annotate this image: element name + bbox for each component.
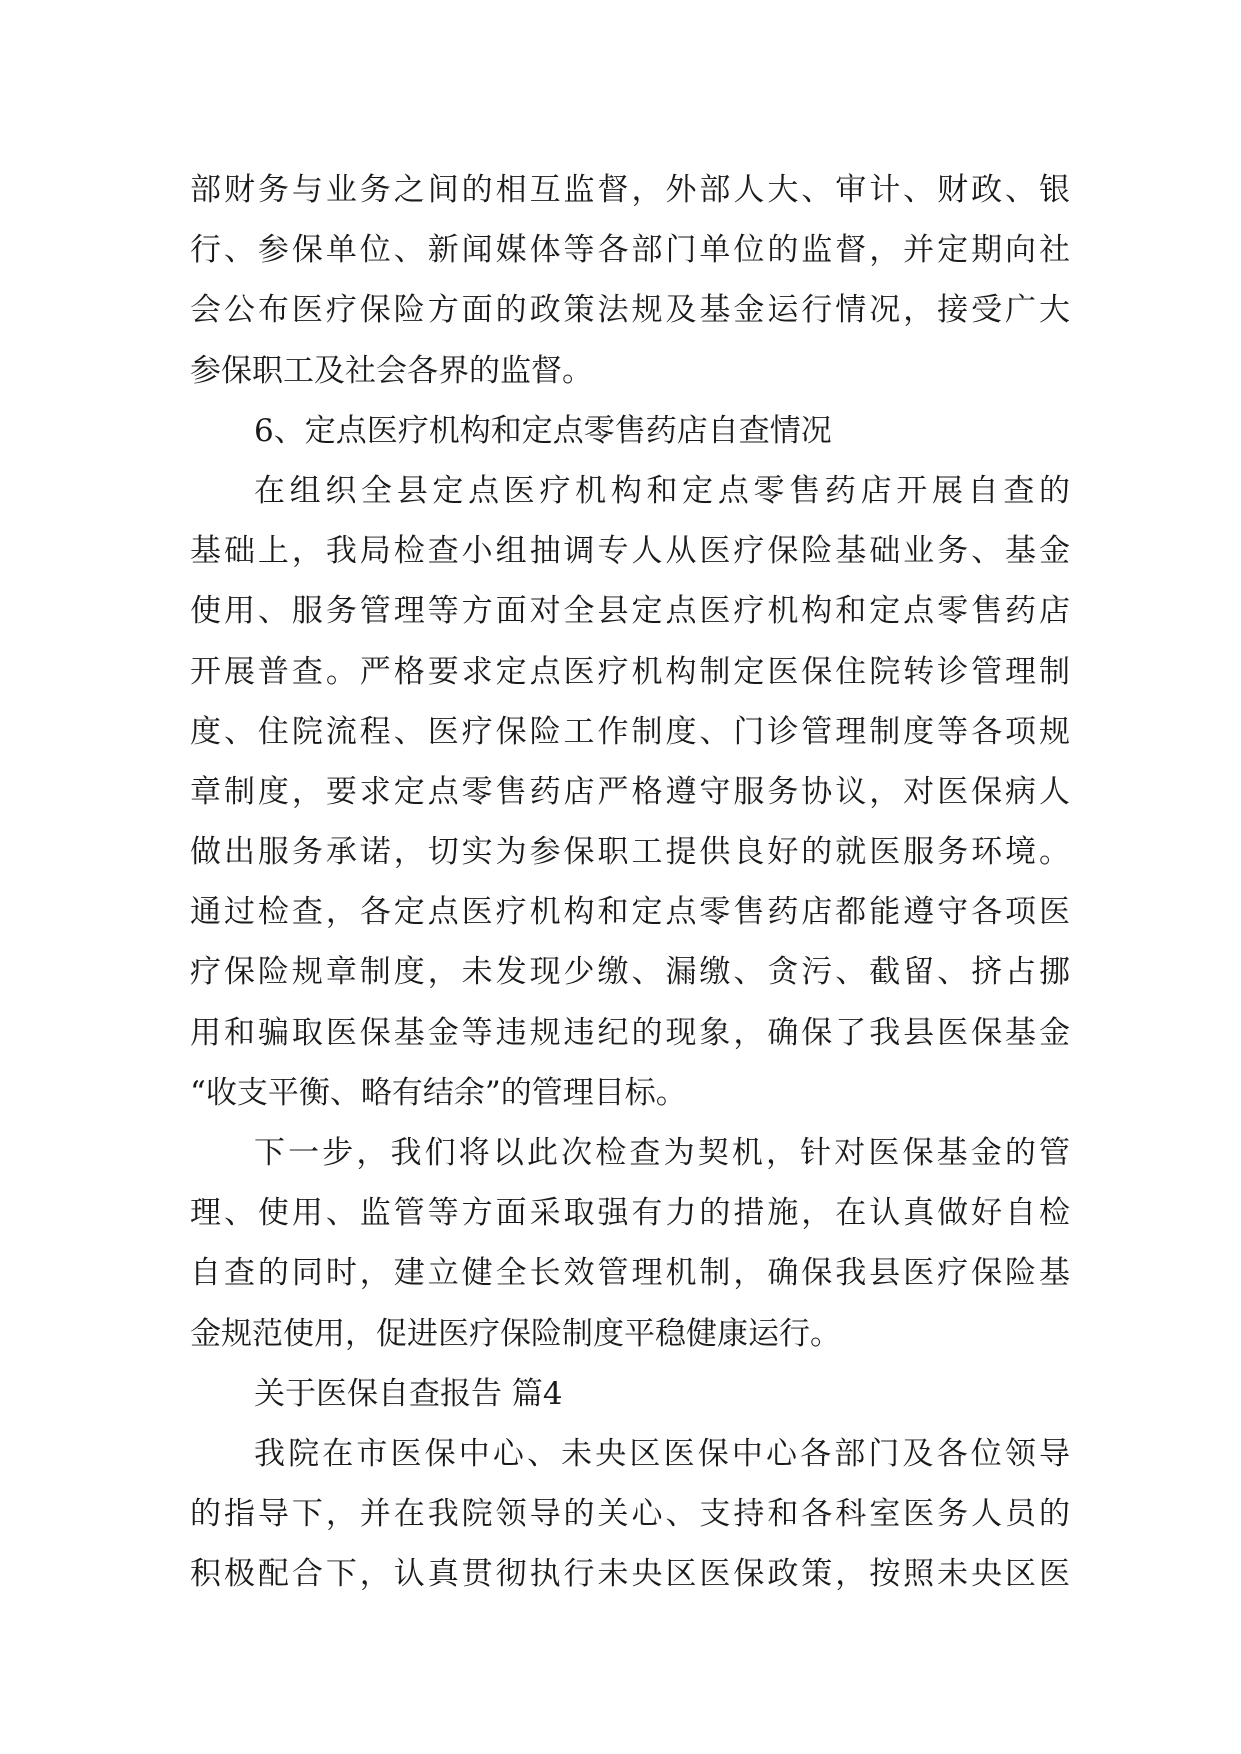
text-line: 使用、服务管理等方面对全县定点医疗机构和定点零售药店 — [190, 593, 1070, 630]
text-line: 行、参保单位、新闻媒体等各部门单位的监督，并定期向社 — [190, 232, 1070, 269]
text-line: 参保职工及社会各界的监督。 — [190, 352, 593, 389]
text-line: 在组织全县定点医疗机构和定点零售药店开展自查的 — [254, 472, 1070, 509]
text-line: 章制度，要求定点零售药店严格遵守服务协议，对医保病人 — [190, 773, 1070, 810]
text-line: 下一步，我们将以此次检查为契机，针对医保基金的管 — [254, 1135, 1070, 1171]
text-line: 用和骗取医保基金等违规违纪的现象，确保了我县医保基金 — [190, 1014, 1070, 1051]
text-line: 度、住院流程、医疗保险工作制度、门诊管理制度等各项规 — [190, 713, 1070, 750]
text-line: 的指导下，并在我院领导的关心、支持和各科室医务人员的 — [190, 1496, 1070, 1533]
text-line: 疗保险规章制度，未发现少缴、漏缴、贪污、截留、挤占挪 — [190, 954, 1070, 991]
section-heading: 6、定点医疗机构和定点零售药店自查情况 — [254, 412, 832, 449]
text-line: 理、使用、监管等方面采取强有力的措施，在认真做好自检 — [190, 1195, 1070, 1232]
text-line: 做出服务承诺，切实为参保职工提供良好的就医服务环境。 — [190, 834, 1070, 871]
text-line: 部财务与业务之间的相互监督，外部人大、审计、财政、银 — [190, 172, 1070, 208]
text-line: 通过检查，各定点医疗机构和定点零售药店都能遵守各项医 — [190, 894, 1070, 931]
text-line: “收支平衡、略有结余”的管理目标。 — [190, 1074, 687, 1111]
text-line: 积极配合下，认真贯彻执行未央区医保政策，按照未央区医 — [190, 1556, 1070, 1593]
text-line: 我院在市医保中心、未央区医保中心各部门及各位领导 — [254, 1435, 1070, 1472]
text-line: 金规范使用，促进医疗保险制度平稳健康运行。 — [190, 1315, 841, 1352]
document-body — [190, 160, 1070, 1605]
text-line: 基础上，我局检查小组抽调专人从医疗保险基础业务、基金 — [190, 533, 1070, 570]
text-line: 自查的同时，建立健全长效管理机制，确保我县医疗保险基 — [190, 1255, 1070, 1292]
text-line: 开展普查。严格要求定点医疗机构制定医保住院转诊管理制 — [190, 653, 1070, 690]
text-line: 会公布医疗保险方面的政策法规及基金运行情况，接受广大 — [190, 292, 1070, 329]
section-heading: 关于医保自查报告 篇4 — [254, 1375, 563, 1412]
